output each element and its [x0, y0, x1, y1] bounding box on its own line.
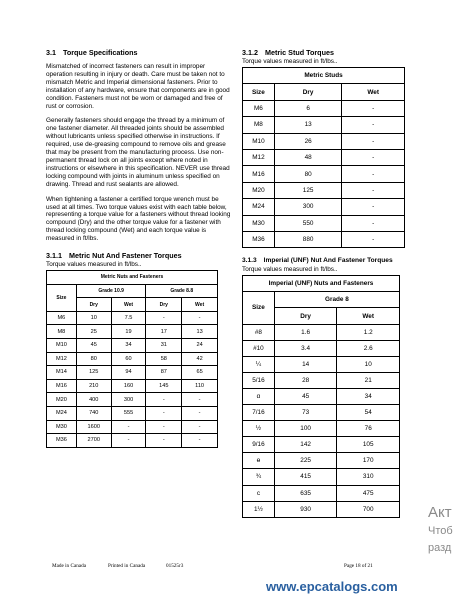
- table-cell: #8: [243, 324, 275, 340]
- table-cell: M12: [243, 149, 275, 165]
- table-row: [243, 501, 400, 517]
- table-row: [243, 340, 400, 356]
- table-row: [243, 372, 400, 388]
- table-cell: ¼: [243, 356, 275, 372]
- table-cell: #10: [243, 340, 275, 356]
- section-3-1-3-heading: [242, 256, 442, 265]
- imperial-nuts-table: [242, 275, 400, 517]
- section-number: 3.1.3: [242, 257, 257, 265]
- table-cell: 10: [337, 356, 400, 372]
- table-cell: 300: [274, 199, 342, 215]
- table-cell: -: [342, 149, 405, 165]
- table-title: Metric Studs: [243, 68, 405, 84]
- table-cell: 210: [76, 379, 111, 393]
- left-column: [46, 48, 232, 448]
- table-row: [243, 166, 405, 182]
- table-row: [47, 434, 218, 448]
- table-cell: -: [146, 420, 182, 434]
- size-header: Size: [47, 284, 77, 311]
- torque-units-note: Torque values measured in ft/lbs..: [46, 261, 142, 269]
- table-cell: 1600: [76, 420, 111, 434]
- table-cell: 73: [274, 405, 337, 421]
- table-cell: -: [146, 311, 182, 325]
- table-cell: 2.6: [337, 340, 400, 356]
- table-cell: 87: [146, 366, 182, 380]
- table-cell: 300: [111, 393, 146, 407]
- section-title: Metric Nut And Fastener Torques: [69, 251, 182, 261]
- table-row: [47, 420, 218, 434]
- section-title: Torque Specifications: [63, 48, 138, 57]
- table-cell: 58: [146, 352, 182, 366]
- table-row: [47, 339, 218, 353]
- size-header: Size: [243, 84, 275, 100]
- table-cell: 28: [274, 372, 337, 388]
- table-row: [243, 215, 405, 231]
- table-cell: 19: [111, 325, 146, 339]
- table-cell: 1.2: [337, 324, 400, 340]
- table-cell: 21: [337, 372, 400, 388]
- table-row: [243, 100, 405, 116]
- metric-studs-table: [242, 67, 405, 248]
- table-cell: M36: [47, 434, 77, 448]
- table-cell: M8: [243, 117, 275, 133]
- table-cell: 145: [146, 379, 182, 393]
- table-cell: 65: [182, 366, 218, 380]
- section-3-1-heading: [46, 48, 232, 57]
- table-cell: 13: [182, 325, 218, 339]
- table-cell: 125: [76, 366, 111, 380]
- table-cell: 80: [274, 166, 342, 182]
- overlay-line: разд: [428, 542, 452, 554]
- table-cell: M24: [47, 406, 77, 420]
- section-number: 3.1.2: [242, 48, 258, 57]
- table-row: [47, 311, 218, 325]
- table-cell: 24: [182, 339, 218, 353]
- table-cell: 6: [274, 100, 342, 116]
- grade-header: Grade 8.8: [146, 284, 218, 298]
- overlay-line: Акт: [428, 504, 452, 521]
- table-cell: M14: [47, 366, 77, 380]
- table-cell: 7.5: [111, 311, 146, 325]
- table-cell: -: [146, 406, 182, 420]
- paragraph-mismatch: Mismatched of incorrect fasteners can result in improper operation resulting in injury or death. Care must be taken not to mismatch Metric and Imperial dimensional fasteners. Prior to installation of any hardware, ensure that components are in good condition. Fasteners must not be worn or damaged and free of rust or corrosion.: [46, 63, 230, 110]
- right-column: [242, 48, 442, 518]
- site-watermark: www.epcatalogs.com: [266, 579, 398, 594]
- section-number: 3.1.1: [46, 251, 62, 261]
- table-cell: -: [342, 231, 405, 247]
- metric-nuts-table: [46, 270, 218, 448]
- table-row: [243, 405, 400, 421]
- table-cell: -: [182, 420, 218, 434]
- table-cell: 9/16: [243, 437, 275, 453]
- footer-printed-in: Printed in Canada: [108, 563, 146, 569]
- table-cell: -: [342, 215, 405, 231]
- table-cell: 415: [274, 469, 337, 485]
- table-cell: 160: [111, 379, 146, 393]
- table-cell: 105: [337, 437, 400, 453]
- table-cell: M36: [243, 231, 275, 247]
- table-cell: M10: [243, 133, 275, 149]
- table-cell: 100: [274, 421, 337, 437]
- table-cell: 14: [274, 356, 337, 372]
- dry-header: Dry: [274, 84, 342, 100]
- table-cell: 310: [337, 469, 400, 485]
- table-cell: 42: [182, 352, 218, 366]
- dry-header: Dry: [146, 298, 182, 312]
- dry-header: Dry: [274, 308, 337, 324]
- wet-header: Wet: [337, 308, 400, 324]
- table-row: [243, 356, 400, 372]
- table-cell: 25: [76, 325, 111, 339]
- table-cell: 475: [337, 485, 400, 501]
- table-cell: M20: [47, 393, 77, 407]
- table-cell: -: [146, 434, 182, 448]
- table-cell: 13: [274, 117, 342, 133]
- table-cell: 2700: [76, 434, 111, 448]
- table-cell: 550: [274, 215, 342, 231]
- table-cell: -: [182, 434, 218, 448]
- table-row: [47, 352, 218, 366]
- table-cell: 10: [76, 311, 111, 325]
- paragraph-thread-engagement: Generally fasteners should engage the thread by a minimum of one fastener diameter. All threaded joints should be assembled without lubricants unless specified otherwise in instructions. If required, use de-greasing compound to remove oils and grease that may be present from the manufacturing process. Use non-permanent thread lock on all joints except where noted in instructions or elsewhere in this specification. NEVER use thread locking compound with joints in aluminum unless specified on drawing. Thread and rust sealants are allowed.: [46, 117, 230, 188]
- table-cell: 400: [76, 393, 111, 407]
- table-cell: M24: [243, 199, 275, 215]
- torque-units-note: Torque values measured in ft/lbs..: [242, 58, 338, 65]
- table-cell: 45: [274, 388, 337, 404]
- table-cell: M30: [47, 420, 77, 434]
- table-cell: -: [342, 182, 405, 198]
- table-cell: -: [182, 311, 218, 325]
- table-cell: 635: [274, 485, 337, 501]
- table-cell: 48: [274, 149, 342, 165]
- section-title: Metric Stud Torques: [265, 48, 334, 57]
- table-title: Imperial (UNF) Nuts and Fasteners: [243, 276, 400, 292]
- table-cell: M8: [47, 325, 77, 339]
- table-cell: 80: [76, 352, 111, 366]
- table-cell: 930: [274, 501, 337, 517]
- table-cell: 1½: [243, 501, 275, 517]
- table-cell: 740: [76, 406, 111, 420]
- table-row: [243, 469, 400, 485]
- table-row: [243, 388, 400, 404]
- footer-document-code: 01525r3: [166, 563, 184, 569]
- grade-header: Grade 10.9: [76, 284, 146, 298]
- activation-overlay: [428, 503, 461, 557]
- size-header: Size: [243, 292, 275, 324]
- wet-header: Wet: [182, 298, 218, 312]
- table-cell: 3.4: [274, 340, 337, 356]
- table-cell: 31: [146, 339, 182, 353]
- table-cell: 170: [337, 453, 400, 469]
- table-cell: M30: [243, 215, 275, 231]
- table-cell: 54: [337, 405, 400, 421]
- table-cell: 76: [337, 421, 400, 437]
- table-row: [243, 231, 405, 247]
- table-row: [243, 149, 405, 165]
- section-number: 3.1: [46, 48, 56, 57]
- table-row: [243, 182, 405, 198]
- table-row: [243, 437, 400, 453]
- table-cell: M16: [47, 379, 77, 393]
- table-cell: 5/16: [243, 372, 275, 388]
- table-row: [243, 324, 400, 340]
- table-cell: M20: [243, 182, 275, 198]
- table-cell: -: [342, 100, 405, 116]
- table-row: [47, 379, 218, 393]
- grade-header: Grade 8: [274, 292, 399, 308]
- footer-made-in: Made in Canada: [52, 563, 86, 569]
- table-cell: 225: [274, 453, 337, 469]
- table-cell: 34: [111, 339, 146, 353]
- table-cell: -: [111, 434, 146, 448]
- table-cell: 110: [182, 379, 218, 393]
- table-cell: ¾: [243, 469, 275, 485]
- table-row: [243, 485, 400, 501]
- table-cell: ɵ: [243, 453, 275, 469]
- table-cell: 94: [111, 366, 146, 380]
- table-cell: 1.6: [274, 324, 337, 340]
- table-row: [243, 199, 405, 215]
- table-cell: M6: [243, 100, 275, 116]
- table-cell: 7/16: [243, 405, 275, 421]
- table-cell: -: [182, 393, 218, 407]
- table-cell: 700: [337, 501, 400, 517]
- section-3-1-1-heading: [46, 251, 232, 260]
- table-cell: 60: [111, 352, 146, 366]
- table-cell: -: [111, 420, 146, 434]
- table-cell: c: [243, 485, 275, 501]
- table-row: [47, 406, 218, 420]
- table-cell: 125: [274, 182, 342, 198]
- table-cell: M12: [47, 352, 77, 366]
- table-cell: M6: [47, 311, 77, 325]
- wet-header: Wet: [342, 84, 405, 100]
- table-row: [47, 325, 218, 339]
- table-cell: 17: [146, 325, 182, 339]
- table-title: Metric Nuts and Fasteners: [47, 271, 218, 285]
- table-row: [243, 453, 400, 469]
- table-row: [243, 421, 400, 437]
- table-row: [243, 117, 405, 133]
- table-cell: -: [182, 406, 218, 420]
- table-row: [47, 393, 218, 407]
- wet-header: Wet: [111, 298, 146, 312]
- table-row: [47, 366, 218, 380]
- table-cell: 26: [274, 133, 342, 149]
- table-cell: M16: [243, 166, 275, 182]
- table-cell: 555: [111, 406, 146, 420]
- table-cell: -: [342, 133, 405, 149]
- table-cell: -: [342, 199, 405, 215]
- section-3-1-2-heading: [242, 48, 442, 57]
- section-title: Imperial (UNF) Nut And Fastener Torques: [263, 257, 393, 265]
- table-cell: -: [146, 393, 182, 407]
- table-cell: ɑ: [243, 388, 275, 404]
- table-row: [243, 133, 405, 149]
- footer-page-number: Page 18 of 21: [344, 563, 373, 569]
- table-cell: M10: [47, 339, 77, 353]
- dry-header: Dry: [76, 298, 111, 312]
- table-cell: 34: [337, 388, 400, 404]
- table-cell: -: [342, 166, 405, 182]
- paragraph-torque-wrench: When tightening a fastener a certified torque wrench must be used at all times. Two torque values exist with each table below, representing a torque value for a fasteners without thread looking compound (Dry) and the other torque value for a fastener with thread locking compound (Wet) and each torque value is measured in ft/lbs.: [46, 195, 231, 243]
- torque-units-note: Torque values measured in ft/lbs..: [242, 266, 338, 274]
- overlay-line: Чтоб: [428, 525, 453, 537]
- table-cell: ½: [243, 421, 275, 437]
- table-cell: 45: [76, 339, 111, 353]
- table-cell: 880: [274, 231, 342, 247]
- table-cell: 142: [274, 437, 337, 453]
- table-cell: -: [342, 117, 405, 133]
